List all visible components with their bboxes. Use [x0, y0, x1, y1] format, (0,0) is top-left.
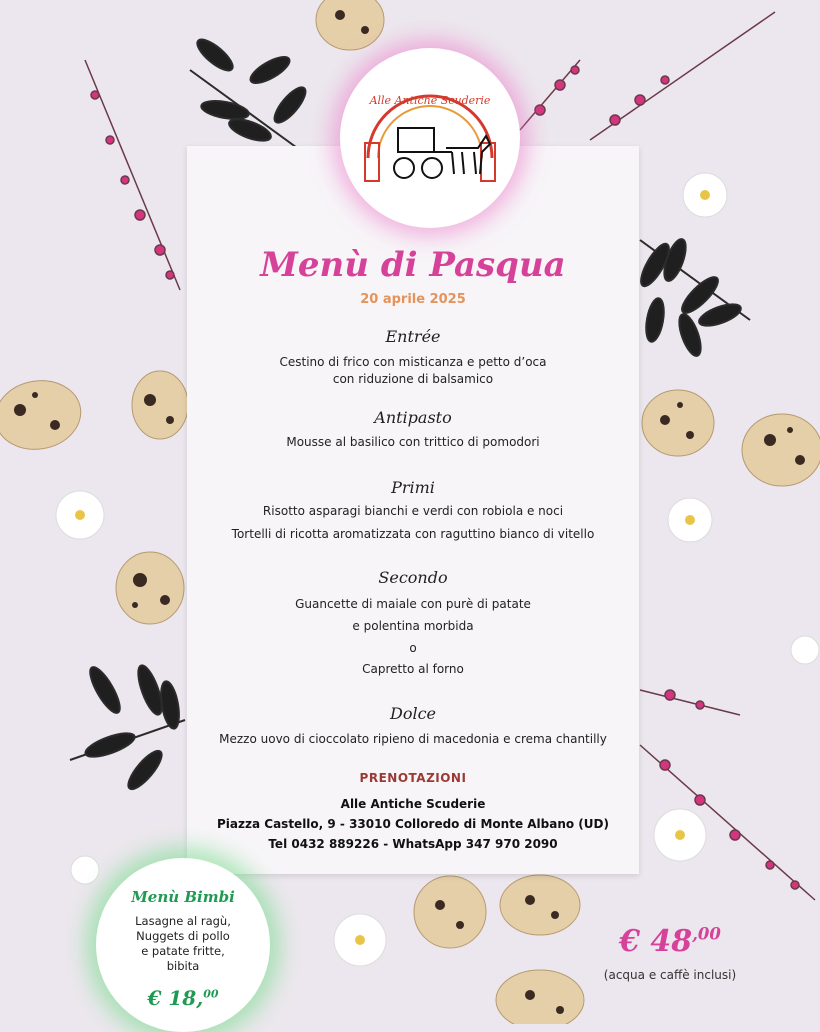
- menu-price: [600, 924, 740, 959]
- kids-menu-price: [96, 986, 270, 1010]
- dish-line: Mezzo uovo di cioccolato ripieno di macedonia e crema chantilly: [219, 732, 607, 746]
- kids-menu-line: Nuggets di pollo: [136, 929, 230, 943]
- price-cents: ,00: [692, 924, 721, 944]
- menu-title: Menù di Pasqua: [260, 245, 566, 285]
- course-title-primi: Primi: [391, 478, 435, 497]
- restaurant-logo: [340, 48, 520, 228]
- leaf-branch-icon: [636, 237, 750, 359]
- course-title-secondo: Secondo: [378, 568, 448, 587]
- price-main: € 48: [619, 924, 693, 959]
- kids-menu-line: e patate fritte,: [141, 944, 225, 958]
- kids-menu-badge: [96, 858, 270, 1032]
- kids-menu-title: Menù Bimbi: [131, 888, 235, 906]
- booking-contacts: Tel 0432 889226 - WhatsApp 347 970 2090: [268, 837, 558, 851]
- kids-price-cents: 00: [203, 987, 219, 1001]
- dish-line: e polentina morbida: [352, 619, 474, 633]
- dish-line: o: [409, 641, 417, 655]
- booking-heading: PRENOTAZIONI: [359, 771, 467, 785]
- leaf-branch-icon: [190, 35, 310, 150]
- leaf-branch-icon: [70, 663, 185, 794]
- menu-date: 20 aprile 2025: [360, 292, 466, 307]
- kids-menu-line: Lasagne al ragù,: [135, 914, 231, 928]
- dish-line: Tortelli di ricotta aromatizzata con raguttino bianco di vitello: [231, 527, 595, 541]
- logo-text: Alle Antiche Scuderie: [369, 94, 491, 107]
- dish-line: con riduzione di balsamico: [332, 372, 494, 386]
- dish-line: Capretto al forno: [362, 662, 464, 676]
- booking-address: Piazza Castello, 9 - 33010 Colloredo di Monte Albano (UD): [217, 817, 609, 831]
- booking-name: Alle Antiche Scuderie: [340, 797, 486, 811]
- kids-menu-items: [110, 914, 256, 974]
- course-title-entree: Entrée: [385, 327, 441, 346]
- kids-price-main: € 18,: [147, 986, 204, 1010]
- price-note: (acqua e caffè inclusi): [603, 968, 737, 982]
- dish-line: Guancette di maiale con purè di patate: [295, 597, 531, 611]
- dish-line: Mousse al basilico con trittico di pomodori: [286, 435, 540, 449]
- course-title-dolce: Dolce: [389, 704, 436, 723]
- course-title-antipasto: Antipasto: [374, 408, 452, 427]
- horse-carriage-icon: [394, 128, 490, 178]
- kids-menu-line: bibita: [166, 959, 200, 973]
- dish-line: Cestino di frico con misticanza e petto d’oca: [279, 355, 547, 369]
- dish-line: Risotto asparagi bianchi e verdi con robiola e noci: [262, 504, 564, 518]
